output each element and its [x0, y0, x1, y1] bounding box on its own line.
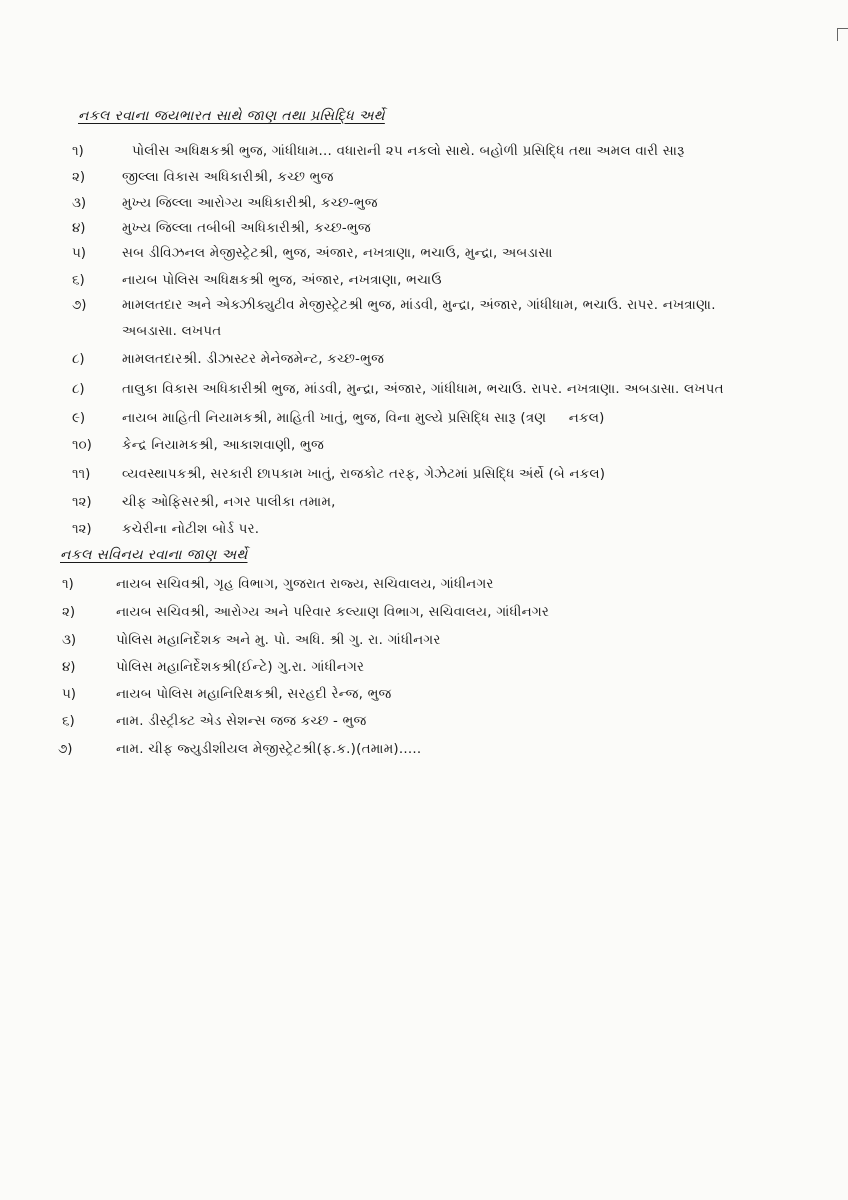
section1-heading: નકલ રવાના જયભારત સાથે જાણ તથા પ્રસિદ્ધિ અર્થે — [78, 108, 385, 124]
item-text: નામ. ચીફ જ્યુડીશીયલ મેજીસ્ટ્રેટશ્રી(ફ.ક.)(તમામ)..... — [116, 742, 422, 757]
item-number: ૨) — [62, 605, 76, 620]
item-number: ૧૧) — [72, 467, 91, 482]
item-number: ૫) — [72, 246, 87, 261]
item-text: પોલિસ મહાનિર્દેશક અને મુ. પો. અધિ. શ્રી ગુ. રા. ગાંધીનગર — [116, 633, 441, 648]
item-number: ૭) — [72, 298, 87, 313]
item-text: સબ ડીવિઝનલ મેજીસ્ટ્રેટશ્રી, ભુજ, અંજાર, નખત્રાણા, ભચાઉ, મુન્દ્રા, અબડાસા — [122, 246, 553, 261]
item-text: પોલીસ અધિક્ષકશ્રી ભુજ, ગાંધીધામ... વધારાની ૨૫ નકલો સાથે. બહોળી પ્રસિદ્ધિ તથા અમલ વારી સારૂ — [132, 144, 685, 159]
item-text: નાયબ પોલિસ મહાનિરિક્ષકશ્રી, સરહદી રેન્જ, ભુજ — [116, 687, 392, 702]
item-number: ૩) — [72, 196, 87, 211]
scan-corner-mark — [837, 28, 848, 41]
item-number: ૨) — [72, 170, 86, 185]
item-number: ૯) — [72, 411, 86, 426]
item-text: મુખ્ય જિલ્લા આરોગ્ય અધિકારીશ્રી, કચ્છ-ભુજ — [122, 196, 378, 211]
section2-heading: નકલ સવિનય રવાના જાણ અર્થે — [60, 547, 248, 563]
item-number: ૬) — [62, 714, 75, 729]
item-number: ૪) — [62, 660, 76, 675]
item-text: કેન્દ્ર નિયામકશ્રી, આકાશવાણી, ભુજ — [122, 438, 324, 453]
item-text: તાલુકા વિકાસ અધિકારીશ્રી ભુજ, માંડવી, મુન્દ્રા, અંજાર, ગાંધીધામ, ભચાઉ. રાપર. નખત્રાણા. અબડાસા. લખપત — [122, 382, 724, 397]
item-text: મુખ્ય જિલ્લા તબીબી અધિકારીશ્રી, કચ્છ-ભુજ — [122, 221, 371, 236]
item-text: નામ. ડીસ્ટ્રીક્ટ એડ સેશન્સ જજ કચ્છ - ભુજ — [116, 714, 367, 729]
item-number: ૮) — [72, 382, 85, 397]
item-number: ૧૨) — [72, 495, 92, 510]
item-text: મામલતદાર અને એક્ઝીક્યુટીવ મેજીસ્ટ્રેટશ્રી ભુજ, માંડવી, મુન્દ્રા, અંજાર, ગાંધીધામ, ભચાઉ. રાપર. નખત્રાણા. — [122, 298, 716, 313]
item-number: ૬) — [72, 273, 85, 288]
item-number: ૧) — [72, 144, 84, 159]
item-number: ૪) — [72, 221, 86, 236]
item-text: નાયબ પોલિસ અધિક્ષકશ્રી ભુજ, અંજાર, નખત્રાણા, ભચાઉ — [122, 273, 442, 288]
item-number: ૧) — [62, 577, 74, 592]
item-text: નાયબ સચિવશ્રી, આરોગ્ય અને પરિવાર કલ્યાણ વિભાગ, સચિવાલય, ગાંધીનગર — [116, 605, 550, 620]
item-number: ૩) — [62, 633, 77, 648]
item-text: નાયબ માહિતી નિયામકશ્રી, માહિતી ખાતું, ભુજ, વિના મુલ્યે પ્રસિદ્ધિ સારૂ (ત્રણ નકલ) — [122, 411, 605, 426]
item-number: ૫) — [62, 687, 77, 702]
item-text-continuation: અબડાસા. લખપત — [122, 324, 222, 339]
item-number: ૮) — [72, 352, 85, 367]
item-text: કચેરીના નોટીશ બોર્ડ પર. — [122, 522, 260, 537]
item-text: નાયબ સચિવશ્રી, ગૃહ વિભાગ, ગુજરાત રાજ્ય, સચિવાલય, ગાંધીનગર — [116, 577, 494, 592]
item-text: જીલ્લા વિકાસ અધિકારીશ્રી, કચ્છ ભુજ — [122, 170, 334, 185]
item-text: પોલિસ મહાનિર્દેશકશ્રી(ઈન્ટે) ગુ.રા. ગાંધીનગર — [116, 660, 365, 675]
item-text: મામલતદારશ્રી. ડીઝાસ્ટર મેનેજમેન્ટ, કચ્છ-ભુજ — [122, 352, 384, 367]
item-number: ૧૦) — [72, 438, 92, 453]
item-text: વ્યવસ્થાપકશ્રી, સરકારી છાપકામ ખાતું, રાજકોટ તરફ, ગેઝેટમાં પ્રસિદ્ધિ અંર્થે (બે નકલ) — [122, 467, 606, 482]
item-number: ૭) — [58, 742, 73, 757]
item-text: ચીફ ઓફિસરશ્રી, નગર પાલીકા તમામ, — [122, 495, 336, 510]
item-number: ૧૨) — [72, 522, 92, 537]
